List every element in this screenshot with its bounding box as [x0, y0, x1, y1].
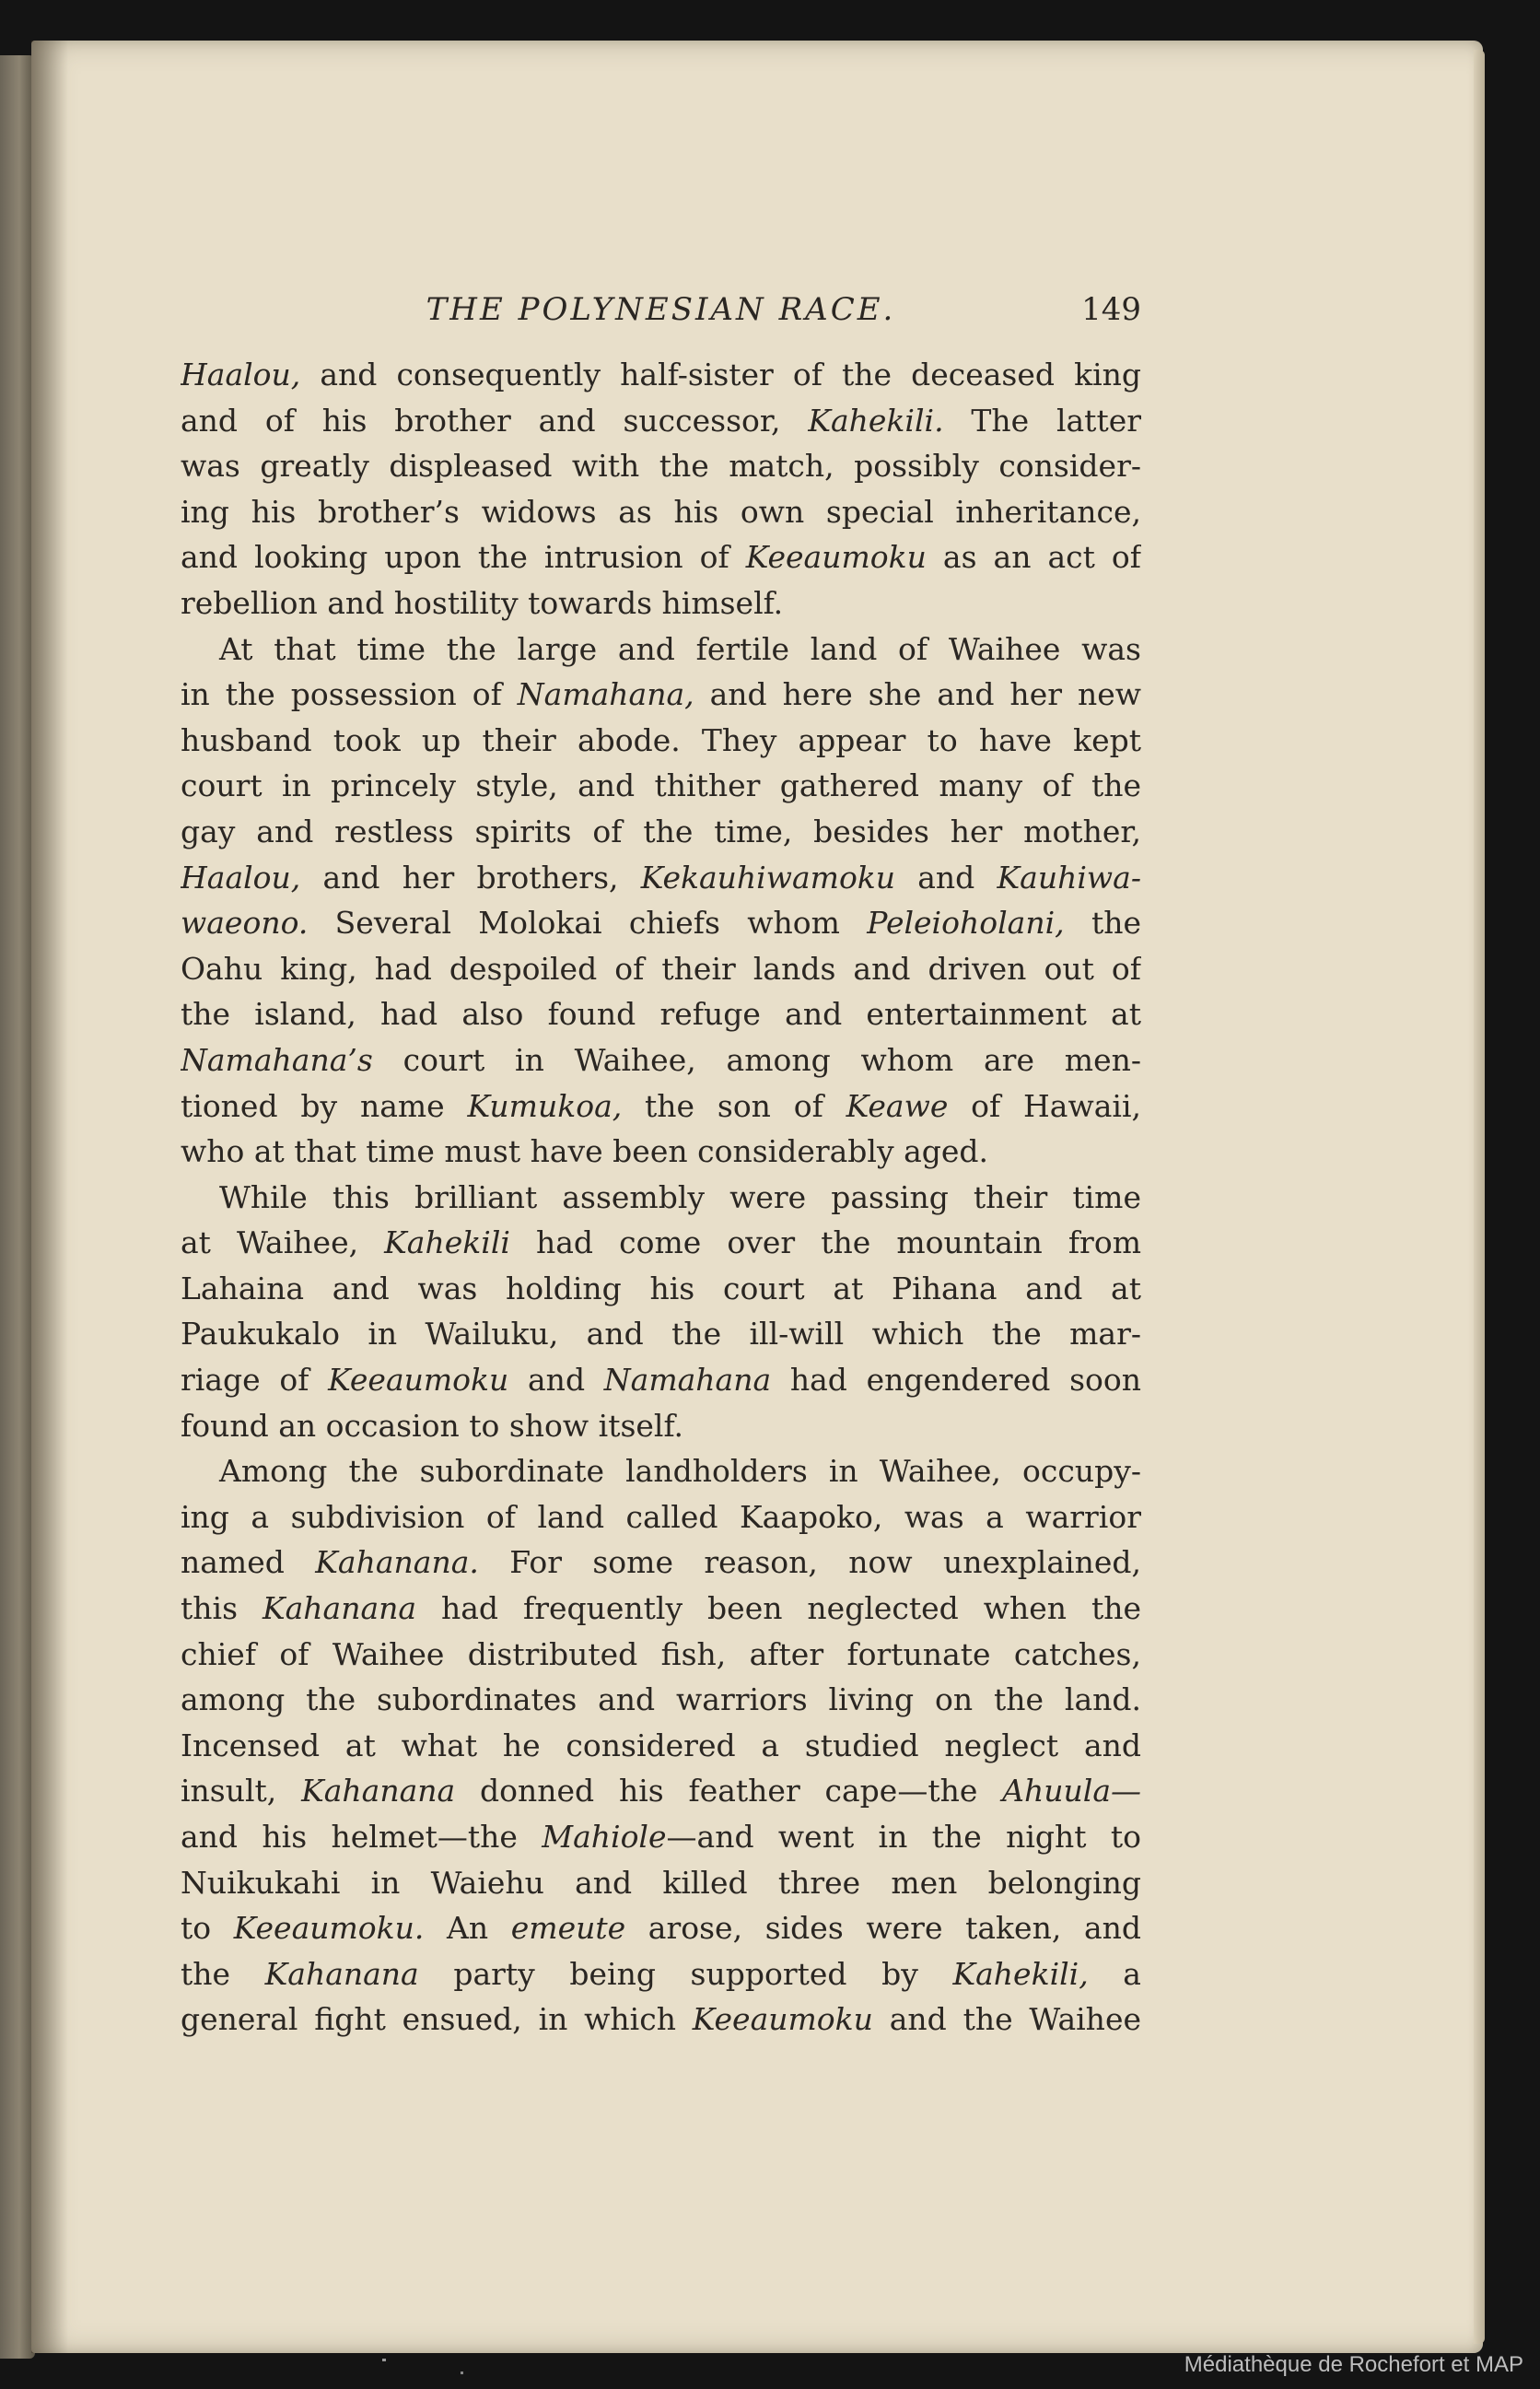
text-line: Haalou, and her brothers, Kekauhiwamoku and Kauhiwa- [181, 859, 1141, 896]
text-line: riage of Keeaumoku and Namahana had engendered soon [181, 1362, 1141, 1399]
text-line: court in princely style, and thither gathered many of the [181, 767, 1141, 804]
text-line: this Kahanana had frequently been neglected when the [181, 1590, 1141, 1627]
text-line: While this brilliant assembly were passing their time [219, 1178, 1141, 1215]
text-line: Oahu king, had despoiled of their lands and driven out of [181, 950, 1141, 987]
body-text [181, 352, 1141, 2043]
gutter-shadow [31, 41, 68, 2353]
text-line: Incensed at what he considered a studied neglect and [181, 1727, 1141, 1763]
text-line: general fight ensued, in which Keeaumoku and the Waihee [181, 2001, 1141, 2038]
text-line: gay and restless spirits of the time, besides her mother, [181, 813, 1141, 849]
text-line: named Kahanana. For some reason, now unexplained, [181, 1544, 1141, 1581]
text-line: the island, had also found refuge and entertainment at [181, 996, 1141, 1033]
text-line: rebellion and hostility towards himself. [181, 584, 784, 621]
text-line: and of his brother and successor, Kahekili. The latter [181, 402, 1141, 439]
text-line: Haalou, and consequently half-sister of the deceased king [181, 357, 1141, 392]
text-line: in the possession of Namahana, and here she and her new [181, 676, 1141, 713]
text-line: Lahaina and was holding his court at Pihana and at [181, 1270, 1141, 1306]
dust-speck [382, 2359, 386, 2361]
text-line: and his helmet—the Mahiole—and went in the night to [181, 1819, 1141, 1855]
running-title: THE POLYNESIAN RACE. [426, 291, 896, 328]
library-watermark: Médiathèque de Rochefort et MAP [1184, 2352, 1523, 2377]
text-line: was greatly displeased with the match, possibly consider- [181, 448, 1141, 485]
text-line: tioned by name Kumukoa, the son of Keawe of Hawaii, [181, 1087, 1141, 1124]
page-number: 149 [1081, 291, 1141, 328]
text-line: Paukukalo in Wailuku, and the ill-will which the mar- [181, 1316, 1141, 1353]
page-fore-edge [1474, 50, 1485, 2344]
text-line: who at that time must have been considerably aged. [181, 1133, 989, 1170]
text-line: insult, Kahanana donned his feather cape—the Ahuula— [181, 1773, 1141, 1809]
dust-speck [461, 2371, 463, 2374]
text-line: to Keeaumoku. An emeute arose, sides were taken, and [181, 1910, 1141, 1947]
text-line: and looking upon the intrusion of Keeaumoku as an act of [181, 539, 1141, 576]
facing-page-edge [0, 55, 35, 2359]
text-line: Among the subordinate landholders in Waihee, occupy- [219, 1453, 1141, 1490]
text-line: found an occasion to show itself. [181, 1407, 683, 1444]
text-line: chief of Waihee distributed fish, after fortunate catches, [181, 1635, 1141, 1672]
running-head [181, 284, 1141, 335]
text-line: at Waihee, Kahekili had come over the mountain from [181, 1224, 1141, 1261]
text-line: the Kahanana party being supported by Kahekili, a [181, 1955, 1141, 1992]
text-line: among the subordinates and warriors living on the land. [181, 1681, 1141, 1718]
text-line: At that time the large and fertile land of Waihee was [219, 630, 1141, 667]
text-line: Namahana’s court in Waihee, among whom are men- [181, 1041, 1141, 1078]
text-line: Nuikukahi in Waiehu and killed three men belonging [181, 1864, 1141, 1901]
text-line: husband took up their abode. They appear to have kept [181, 721, 1141, 758]
text-line: waeono. Several Molokai chiefs whom Peleioholani, the [181, 905, 1141, 942]
text-line: ing a subdivision of land called Kaapoko, was a warrior [181, 1498, 1141, 1535]
text-line: ing his brother’s widows as his own special inheritance, [181, 493, 1141, 530]
